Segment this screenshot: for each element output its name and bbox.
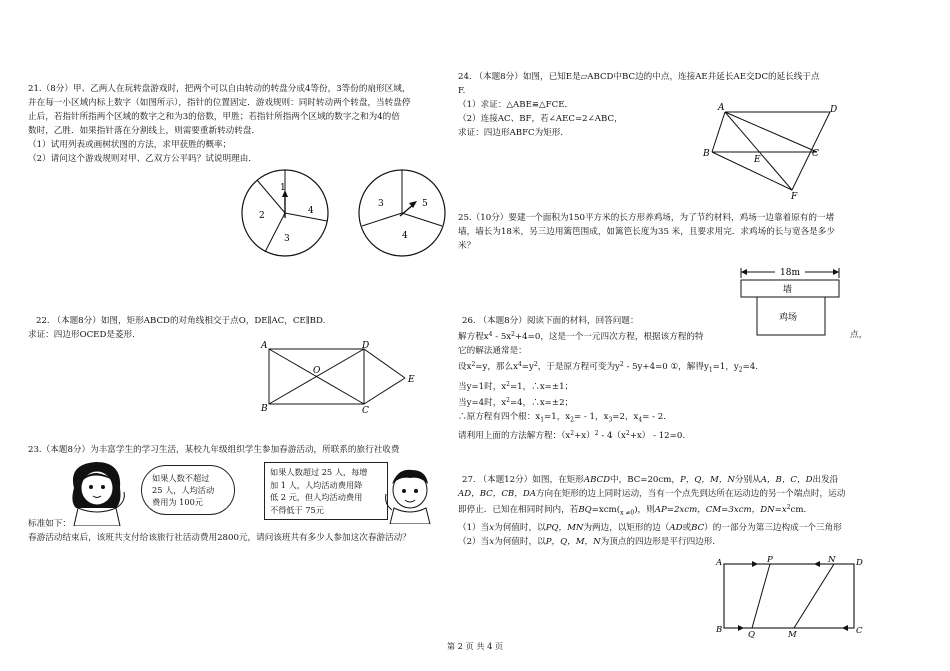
girl-speech-bubble: [141, 465, 235, 515]
q22-label-b: B: [261, 404, 268, 414]
q24-parallelogram-figure: [700, 102, 850, 202]
q27-line-5: （2）当x为何值时，以P，Q，M，N为顶点的四边形是平行四边形．: [458, 536, 721, 547]
q27-label-m: M: [788, 630, 797, 638]
wheel1-num-4: 4: [308, 206, 314, 216]
question-23-body: [28, 517, 458, 545]
q24-line-1: 24. （本题8分）如图，已知E是▱ABCD中BC边的中点，连接AE并延长AE交DC的延长线于点: [458, 72, 820, 82]
q23-question: 春游活动结束后，该班共支付给该旅行社活动费用2800元，请问该班共有多少人参加这次春游活动？: [28, 533, 411, 543]
q27-label-p: P: [767, 555, 773, 565]
q22-label-a: A: [261, 341, 268, 351]
q27-label-c: C: [856, 626, 863, 636]
q26-line-3: 设$x^2=y$，那么$x^4=y^2$，于是原方程可变为$y^2 - 5y+4=0$ ①，解得$y_1=1$，$y_2=4$.: [458, 361, 759, 374]
question-25: [458, 211, 888, 253]
q26-line-1: 解方程$x^4 - 5x^2+4=0$，这是一个一元四次方程，根据该方程的特 点，: [458, 330, 868, 342]
q27-label-a: A: [716, 558, 723, 568]
girl-cartoon-image: [62, 458, 134, 526]
wheel2-num-4: 4: [402, 231, 408, 241]
q21-line-2: 并在每一小区域内标上数字（如图所示），指针的位置固定．游戏规则：同时转动两个转盘，当转盘停: [28, 98, 411, 108]
wheel1-num-1: 1: [280, 183, 286, 193]
wheel2-num-5: 5: [422, 199, 428, 209]
q22-rectangle-figure: [255, 338, 430, 416]
q26-line-7: 请利用上面的方法解方程：$(x^2+x)^2 - 4(x^2+x) - 12=0$.: [458, 430, 686, 442]
q22-label-d: D: [362, 341, 370, 351]
q27-line-2: AD，BC，CB，DA方向在矩形的边上同时运动，当有一个点先到达所在运动边的另一个端点时，运动: [458, 489, 846, 499]
q25-wall-length: 18m: [780, 268, 800, 278]
q27-label-b: B: [716, 625, 723, 635]
q26-line-6: ∴原方程有四个根：$x_1=1$，$x_2= - 1$，$x_3=2$，$x_4= - 2$.: [458, 411, 666, 424]
girl-bubble-line-2: 25 人，人均活动: [152, 485, 215, 495]
boy-box-line-1: 如果人数超过 25 人，每增: [270, 467, 368, 477]
q26-title: 26. （本题8分）阅读下面的材料，回答问题：: [462, 316, 639, 326]
spinner-wheel-1: [242, 170, 328, 256]
q27-label-d: D: [856, 558, 863, 568]
q25-line-2: 墙，墙长为18米，另三边用篱笆围成，如篱笆长度为35 米，且要求用完．求鸡场的长与宽各是多少: [458, 227, 835, 237]
girl-bubble-line-3: 费用为 100元: [152, 497, 203, 507]
q24-label-a: A: [718, 103, 725, 113]
q24-label-d: D: [830, 105, 838, 115]
q21-spinner-figure: [230, 166, 450, 261]
boy-speech-box: [264, 462, 388, 520]
q27-rectangle-figure: [710, 552, 870, 638]
page-footer: 第 2 页 共 4 页: [446, 641, 504, 651]
q23-standard: 标准如下：: [28, 519, 71, 529]
q24-line-4: （2）连接AC、BF，若∠AEC=2∠ABC，: [458, 114, 623, 124]
girl-bubble-line-1: 如果人数不超过: [152, 473, 210, 483]
q22-label-c: C: [362, 406, 369, 416]
q27-line-3: 即停止．已知在相同时间内，若$BQ=xcm(_{x \ne 0})$，则AP=2xcm，CM=3xcm，$DN=x^2cm$．: [458, 504, 813, 517]
q22-line-2: 求证：四边形OCED是菱形.: [28, 330, 135, 340]
q22-label-e: E: [408, 375, 415, 385]
q27-line-1: 27. （本题12分）如图，在矩形ABCD中，BC=20cm，P，Q，M，N分别从A，B，C，D出发沿: [462, 475, 839, 485]
q27-line-4: （1）当x为何值时，以PQ，MN为两边，以矩形的边（AD或BC）的一部分为第三边构成一个三角形: [458, 522, 842, 533]
q22-label-o: O: [313, 366, 321, 376]
wheel1-num-3: 3: [284, 234, 290, 244]
q24-line-5: 求证：四边形ABFC为矩形．: [458, 128, 569, 138]
wheel2-num-3: 3: [378, 199, 384, 209]
wheel1-num-2: 2: [259, 211, 265, 221]
q25-wall-label: 墙: [783, 285, 793, 295]
q24-line-3: （1）求证：△ABE≌△FCE．: [458, 100, 574, 110]
boy-cartoon-image: [380, 464, 442, 524]
q25-farm-label: 鸡场: [779, 313, 798, 323]
question-26: [458, 314, 888, 443]
q27-label-q: Q: [748, 630, 755, 638]
q24-line-2: F.: [458, 86, 466, 96]
q24-label-b: B: [703, 149, 710, 159]
q22-line-1: 22. （本题8分）如图，矩形ABCD的对角线相交于点O，DE∥AC，CE∥BD.: [36, 316, 326, 326]
boy-box-line-2: 加 1 人，人均活动费用降: [270, 479, 363, 490]
q27-label-n: N: [828, 555, 836, 565]
q21-line-6: （2）请问这个游戏规则对甲、乙双方公平吗？试说明理由．: [28, 154, 257, 164]
q24-label-e: E: [754, 155, 761, 165]
boy-box-line-3: 低 2 元，但人均活动费用: [270, 492, 363, 502]
q21-line-5: （1）试用列表或画树状图的方法，求甲获胜的概率；: [28, 140, 232, 150]
spinner-wheel-2: [359, 170, 445, 256]
q21-line-3: 止后，若指针所指两个区域的数字之和为3的倍数，甲胜；若指针所指两个区域的数字之和为4的倍: [28, 112, 400, 122]
q24-label-c: C: [812, 149, 819, 159]
q24-label-f: F: [791, 192, 798, 202]
q25-line-3: 米？: [458, 241, 476, 251]
boy-box-line-4: 不得低于 75元: [270, 504, 324, 515]
question-21: [28, 82, 438, 166]
q21-line-4: 数时，乙胜．如果指针落在分割线上，则需要重新转动转盘．: [28, 126, 261, 136]
question-27: [458, 473, 898, 549]
q26-line-4: 当y=1时，$x^2=1$，∴x=±1；: [458, 380, 574, 392]
q26-line-2: 它的解法通常是：: [458, 346, 527, 356]
q26-line-5: 当y=4时，$x^2=4$，∴x=±2；: [458, 396, 574, 408]
question-23-intro: [28, 443, 448, 457]
q26-line-1-tail: 点，: [850, 330, 868, 340]
q23-intro: 23.（本题8分）为丰富学生的学习生活，某校九年级组织学生参加春游活动，所联系的旅行社收费: [28, 445, 400, 455]
q21-line-1: 21.（8分）甲、乙两人在玩转盘游戏时，把两个可以自由转动的转盘分成4等份，3等份的扇形区域，: [28, 84, 411, 94]
q25-line-1: 25.（10分）要建一个面积为150平方米的长方形养鸡场，为了节约材料，鸡场一边靠着原有的一堵: [458, 213, 835, 223]
